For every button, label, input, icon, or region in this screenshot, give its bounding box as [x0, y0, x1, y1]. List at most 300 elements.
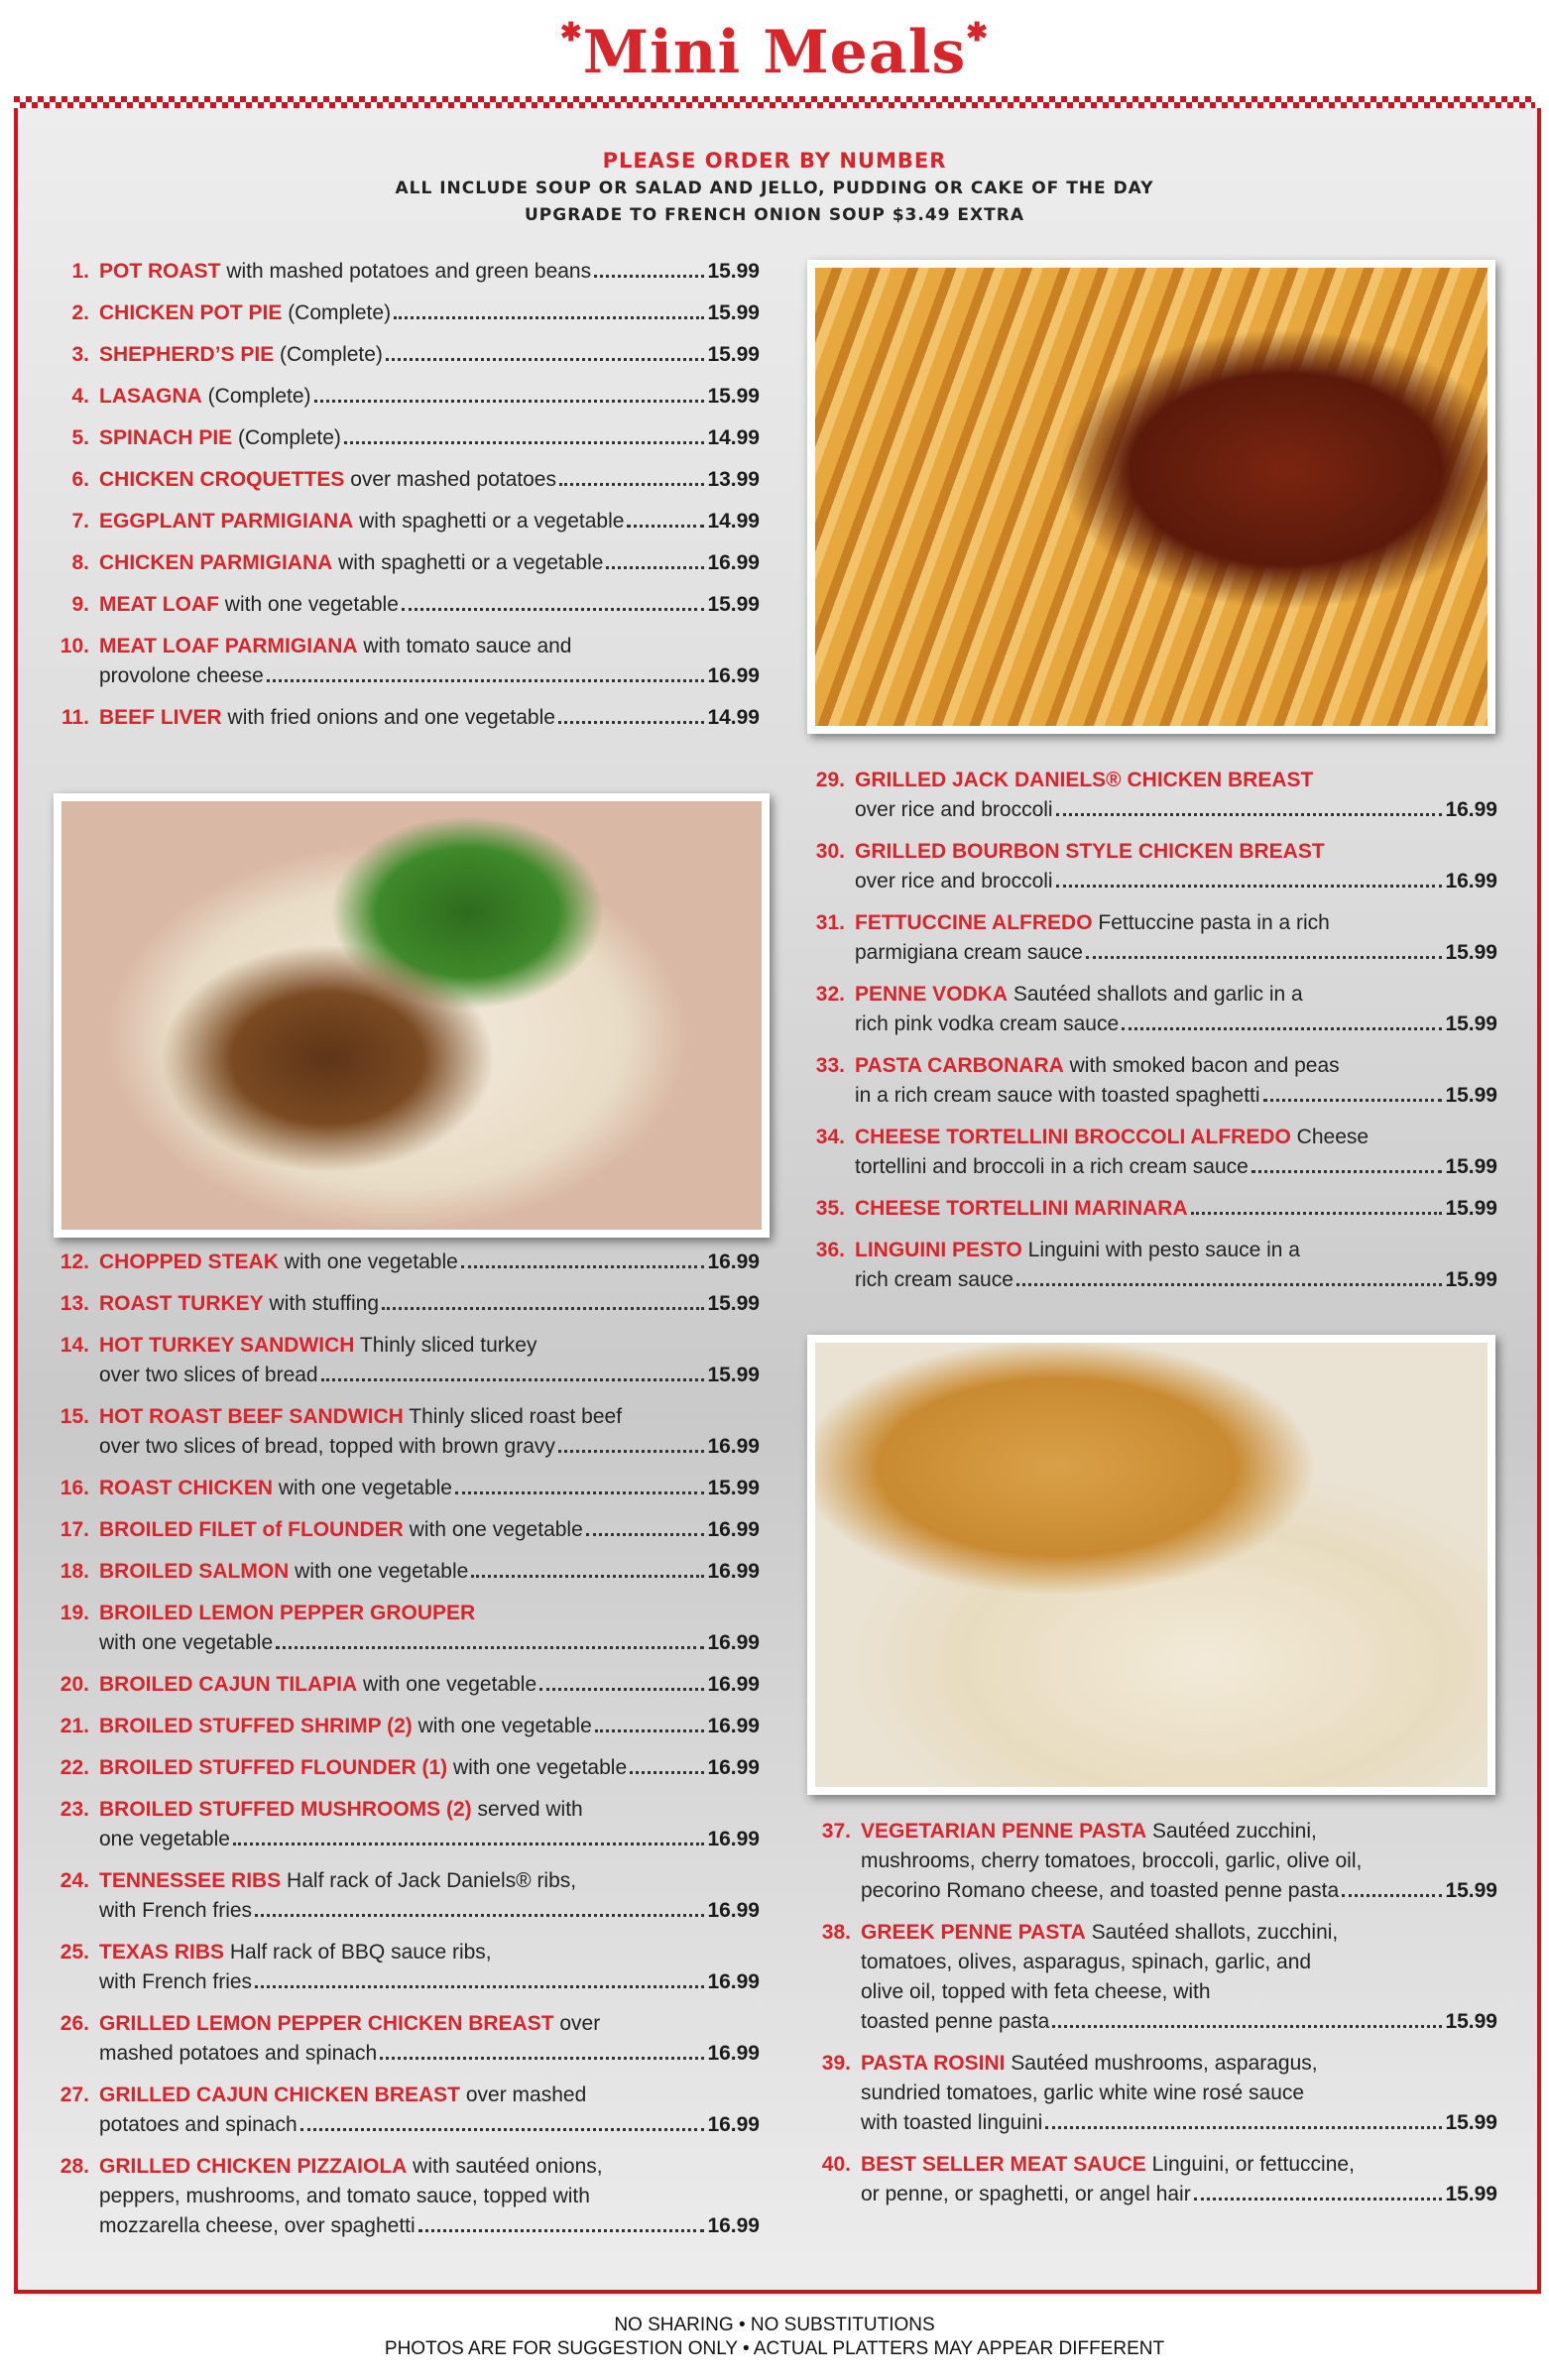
item-line	[855, 908, 1497, 938]
item-text	[99, 1334, 536, 1357]
dot-leader	[558, 1450, 705, 1453]
item-description: toasted penne pasta	[861, 2010, 1050, 2033]
item-description: Fettuccine pasta in a rich	[1092, 911, 1330, 934]
item-text	[99, 1869, 576, 1892]
menu-title	[0, 18, 1549, 87]
includes-note: ALL INCLUDE SOUP OR SALAD AND JELLO, PUDDING OR CAKE OF THE DAY	[395, 178, 1154, 198]
item-text	[855, 867, 1053, 896]
ribs-photo	[807, 260, 1495, 734]
item-text	[861, 2180, 1191, 2209]
item-description: rich cream sauce	[855, 1268, 1013, 1291]
item-price: 16.99	[707, 1518, 760, 1541]
potpie-photo	[807, 1335, 1495, 1795]
item-text	[855, 1126, 1369, 1148]
item-text	[99, 2012, 600, 2035]
menu-item	[50, 1515, 760, 1545]
item-name: LINGUINI PESTO	[855, 1239, 1022, 1261]
item-description: with one vegetable	[278, 1250, 458, 1273]
price-line	[99, 507, 760, 536]
price-line	[99, 1515, 760, 1545]
item-text	[99, 340, 383, 370]
item-number: 15.	[60, 1405, 89, 1428]
menu-item	[50, 1938, 760, 1997]
price-line	[855, 1265, 1497, 1295]
dot-leader	[418, 2229, 705, 2232]
item-text	[99, 1628, 273, 1658]
menu-item	[50, 1866, 760, 1926]
menu-column-left-top	[50, 257, 760, 745]
item-line	[99, 2152, 760, 2182]
item-number: 17.	[60, 1518, 89, 1541]
item-text	[99, 2185, 590, 2207]
item-description: one vegetable	[99, 1828, 230, 1850]
item-name: HOT ROAST BEEF SANDWICH	[99, 1405, 404, 1428]
item-description: with sautéed onions,	[407, 2155, 603, 2178]
dot-leader	[233, 1843, 704, 1845]
item-name: BROILED SALMON	[99, 1560, 290, 1583]
item-line	[861, 2150, 1497, 2180]
item-line	[855, 837, 1497, 867]
menu-item	[50, 2081, 760, 2140]
item-line	[99, 2182, 760, 2211]
item-price: 16.99	[707, 1970, 760, 1993]
item-line	[861, 1977, 1497, 2007]
item-name: LASAGNA	[99, 385, 202, 408]
item-text	[99, 661, 264, 691]
footer-photos-note: PHOTOS ARE FOR SUGGESTION ONLY • ACTUAL PLATTERS MAY APPEAR DIFFERENT	[384, 2338, 1165, 2359]
item-text	[99, 423, 341, 453]
dot-leader	[595, 1729, 705, 1732]
price-line	[99, 2039, 760, 2069]
item-description: Cheese	[1290, 1126, 1370, 1148]
item-price: 15.99	[707, 301, 760, 324]
item-description: peppers, mushrooms, and tomato sauce, topped with	[99, 2185, 590, 2207]
item-number: 16.	[60, 1477, 89, 1499]
item-description: over mashed	[460, 2083, 587, 2106]
item-text	[855, 1194, 1188, 1224]
item-description: Sautéed zucchini,	[1146, 1820, 1317, 1843]
item-description: with stuffing	[263, 1292, 380, 1315]
dot-leader	[386, 358, 705, 361]
item-price: 15.99	[707, 385, 760, 408]
item-text	[861, 1921, 1338, 1944]
dot-leader	[594, 275, 704, 278]
item-price: 16.99	[707, 1828, 760, 1850]
item-text	[855, 795, 1053, 825]
item-line	[99, 1866, 760, 1896]
item-text	[99, 2155, 603, 2178]
item-description: with fried onions and one vegetable	[221, 706, 555, 729]
price-line	[99, 2110, 760, 2140]
item-description: Linguini with pesto sauce in a	[1021, 1239, 1300, 1261]
item-price: 15.99	[1445, 1879, 1497, 1902]
price-line	[99, 1361, 760, 1390]
item-description: over rice and broccoli	[855, 798, 1053, 821]
price-line	[861, 1876, 1497, 1906]
dot-leader	[539, 1688, 704, 1691]
item-price: 13.99	[707, 468, 760, 491]
item-name: BROILED LEMON PEPPER GROUPER	[99, 1602, 476, 1624]
price-line	[99, 1289, 760, 1319]
dot-leader	[344, 441, 705, 444]
menu-item	[805, 1194, 1497, 1224]
item-text	[99, 2110, 298, 2140]
item-name: SPINACH PIE	[99, 426, 233, 449]
item-description: Half rack of BBQ sauce ribs,	[224, 1941, 492, 1964]
item-description: (Complete)	[232, 426, 341, 449]
menu-item	[50, 465, 760, 495]
item-text	[99, 1557, 468, 1587]
item-price: 16.99	[707, 1715, 760, 1737]
item-text	[99, 1896, 252, 1926]
price-line	[861, 2108, 1497, 2138]
menu-item	[50, 257, 760, 287]
item-number: 1.	[71, 260, 89, 283]
item-number: 21.	[60, 1715, 89, 1737]
item-number: 34.	[815, 1126, 845, 1148]
menu-item	[811, 1918, 1497, 2037]
item-name: CHICKEN PARMIGIANA	[99, 551, 333, 574]
item-number: 38.	[821, 1921, 851, 1944]
item-text	[99, 548, 603, 578]
dot-leader	[1052, 2025, 1442, 2028]
item-text	[99, 507, 624, 536]
menu-column-right-top	[805, 766, 1497, 1307]
item-description: served with	[471, 1798, 583, 1821]
star-icon: ✱	[966, 18, 990, 48]
item-description: with spaghetti or a vegetable	[353, 510, 625, 533]
menu-item	[50, 382, 760, 412]
item-text	[861, 1951, 1311, 1973]
item-description: over	[553, 2012, 601, 2035]
item-description: with smoked bacon and peas	[1063, 1054, 1340, 1077]
item-price: 16.99	[707, 2214, 760, 2237]
price-line	[861, 2007, 1497, 2037]
item-description: provolone cheese	[99, 664, 264, 687]
item-description: (Complete)	[282, 301, 392, 324]
order-by-number-note: PLEASE ORDER BY NUMBER	[602, 149, 947, 173]
price-line	[99, 590, 760, 620]
item-name: ROAST CHICKEN	[99, 1477, 274, 1499]
dot-leader	[314, 400, 705, 403]
menu-item	[50, 2152, 760, 2241]
item-description: with one vegetable	[412, 1715, 592, 1737]
item-text	[861, 2108, 1042, 2138]
item-line	[855, 766, 1497, 795]
item-price: 15.99	[707, 1292, 760, 1315]
item-description: over rice and broccoli	[855, 870, 1053, 892]
item-description: Sautéed mushrooms, asparagus,	[1005, 2052, 1318, 2075]
item-line	[855, 1123, 1497, 1152]
price-line	[99, 1967, 760, 1997]
item-text	[861, 2007, 1049, 2037]
upgrade-note: UPGRADE TO FRENCH ONION SOUP $3.49 EXTRA	[525, 205, 1024, 225]
item-description: sundried tomatoes, garlic white wine rosé sauce	[861, 2082, 1305, 2104]
item-name: GRILLED BOURBON STYLE CHICKEN BREAST	[855, 840, 1325, 863]
item-number: 39.	[821, 2052, 851, 2075]
menu-column-left-bottom	[50, 1248, 760, 2253]
item-name: ROAST TURKEY	[99, 1292, 264, 1315]
item-number: 40.	[821, 2153, 851, 2176]
item-number: 36.	[815, 1239, 845, 1261]
item-name: GRILLED CHICKEN PIZZAIOLA	[99, 2155, 408, 2178]
menu-item	[50, 632, 760, 691]
dot-leader	[1194, 2198, 1443, 2201]
item-description: rich pink vodka cream sauce	[855, 1012, 1120, 1035]
price-line	[99, 548, 760, 578]
dot-leader	[630, 1771, 704, 1774]
item-text	[99, 257, 591, 287]
item-price: 16.99	[1445, 870, 1497, 892]
item-number: 30.	[815, 840, 845, 863]
dot-leader	[1191, 1212, 1443, 1215]
menu-item	[50, 1402, 760, 1462]
dot-leader	[255, 1985, 704, 1988]
menu-item	[50, 298, 760, 328]
item-text	[99, 1289, 379, 1319]
item-number: 5.	[71, 426, 89, 449]
menu-column-right-bottom	[811, 1817, 1497, 2221]
item-price: 16.99	[707, 1673, 760, 1696]
price-line	[99, 661, 760, 691]
dot-leader	[471, 1575, 704, 1578]
item-price: 15.99	[1445, 1012, 1497, 1035]
checker-border	[14, 96, 1535, 108]
dot-leader	[559, 483, 704, 486]
menu-item	[50, 340, 760, 370]
item-name: BROILED STUFFED MUSHROOMS (2)	[99, 1798, 472, 1821]
price-line	[855, 795, 1497, 825]
item-description: with one vegetable	[289, 1560, 469, 1583]
item-name: GRILLED JACK DANIELS® CHICKEN BREAST	[855, 769, 1314, 791]
item-price: 15.99	[707, 593, 760, 616]
menu-item	[50, 1795, 760, 1854]
menu-item	[50, 2009, 760, 2069]
item-description: Thinly sliced turkey	[354, 1334, 537, 1357]
item-number: 20.	[60, 1673, 89, 1696]
menu-item	[50, 507, 760, 536]
item-name: GREEK PENNE PASTA	[861, 1921, 1086, 1944]
item-price: 16.99	[707, 2042, 760, 2065]
menu-item	[805, 837, 1497, 896]
item-price: 15.99	[707, 1364, 760, 1386]
item-description: Sautéed shallots and garlic in a	[1008, 983, 1303, 1006]
item-number: 18.	[60, 1560, 89, 1583]
item-price: 15.99	[707, 1477, 760, 1499]
dot-leader	[402, 608, 705, 611]
item-description: with mashed potatoes and green beans	[220, 260, 592, 283]
item-number: 12.	[60, 1250, 89, 1273]
item-price: 15.99	[1445, 941, 1497, 964]
price-line	[99, 1753, 760, 1783]
item-price: 15.99	[1445, 2111, 1497, 2134]
item-number: 26.	[60, 2012, 89, 2035]
item-name: MEAT LOAF	[99, 593, 219, 616]
item-name: VEGETARIAN PENNE PASTA	[861, 1820, 1147, 1843]
item-description: with one vegetable	[447, 1756, 628, 1779]
item-line	[99, 1795, 760, 1825]
price-line	[855, 867, 1497, 896]
price-line	[855, 1152, 1497, 1182]
item-price: 16.99	[707, 1631, 760, 1654]
item-text	[99, 1515, 583, 1545]
item-line	[99, 2009, 760, 2039]
price-line	[99, 1248, 760, 1277]
dot-leader	[300, 2128, 705, 2131]
item-line	[99, 1331, 760, 1361]
item-number: 13.	[60, 1292, 89, 1315]
menu-item	[50, 1670, 760, 1700]
item-name: TENNESSEE RIBS	[99, 1869, 282, 1892]
item-price: 15.99	[1445, 1197, 1497, 1220]
item-number: 23.	[60, 1798, 89, 1821]
item-description: mashed potatoes and spinach	[99, 2042, 378, 2065]
item-line	[861, 1846, 1497, 1876]
menu-item	[50, 1712, 760, 1741]
item-text	[99, 465, 556, 495]
dot-leader	[1056, 813, 1443, 816]
item-name: MEAT LOAF PARMIGIANA	[99, 635, 358, 657]
price-line	[99, 1670, 760, 1700]
price-line	[855, 1194, 1497, 1224]
item-number: 6.	[71, 468, 89, 491]
item-number: 4.	[71, 385, 89, 408]
menu-item	[811, 2150, 1497, 2209]
menu-item	[805, 980, 1497, 1039]
item-text	[861, 2153, 1355, 2176]
item-line	[855, 980, 1497, 1010]
item-description: with spaghetti or a vegetable	[332, 551, 604, 574]
menu-item	[50, 1331, 760, 1390]
item-description: (Complete)	[274, 343, 383, 366]
menu-item	[50, 1557, 760, 1587]
item-description: with one vegetable	[218, 593, 399, 616]
item-description: with French fries	[99, 1899, 253, 1922]
menu-item	[50, 1248, 760, 1277]
item-number: 2.	[71, 301, 89, 324]
item-text	[855, 983, 1303, 1006]
steak-photo	[54, 793, 770, 1238]
item-name: GRILLED LEMON PEPPER CHICKEN BREAST	[99, 2012, 554, 2035]
item-description: (Complete)	[201, 385, 311, 408]
item-text	[99, 1405, 622, 1428]
menu-item	[50, 1753, 760, 1783]
item-text	[855, 911, 1330, 934]
item-description: with tomato sauce and	[357, 635, 572, 657]
item-text	[99, 703, 555, 733]
item-description: Linguini, or fettuccine,	[1145, 2153, 1355, 2176]
item-name: POT ROAST	[99, 260, 221, 283]
item-description: pecorino Romano cheese, and toasted penne pasta	[861, 1879, 1340, 1902]
dot-leader	[267, 679, 705, 682]
item-text	[855, 769, 1313, 791]
item-line	[861, 2049, 1497, 2079]
dot-leader	[394, 316, 704, 319]
item-number: 33.	[815, 1054, 845, 1077]
item-number: 14.	[60, 1334, 89, 1357]
item-number: 19.	[60, 1602, 89, 1624]
item-text	[855, 1265, 1013, 1295]
item-number: 24.	[60, 1869, 89, 1892]
item-number: 7.	[71, 510, 89, 533]
item-price: 15.99	[1445, 1268, 1497, 1291]
menu-item	[50, 1289, 760, 1319]
footer-no-sharing: NO SHARING • NO SUBSTITUTIONS	[614, 2315, 935, 2335]
price-line	[99, 423, 760, 453]
item-description: over two slices of bread, topped with brown gravy	[99, 1435, 555, 1458]
item-text	[99, 1712, 592, 1741]
item-description: mozzarella cheese, over spaghetti	[99, 2214, 416, 2237]
price-line	[855, 938, 1497, 968]
item-line	[855, 1051, 1497, 1081]
item-number: 3.	[71, 343, 89, 366]
item-description: olive oil, topped with feta cheese, with	[861, 1980, 1211, 2003]
item-price: 16.99	[1445, 798, 1497, 821]
item-price: 14.99	[707, 426, 760, 449]
item-description: Thinly sliced roast beef	[403, 1405, 623, 1428]
item-text	[855, 1010, 1119, 1039]
item-description: with one vegetable	[273, 1477, 452, 1499]
item-number: 28.	[60, 2155, 89, 2178]
item-name: CHEESE TORTELLINI BROCCOLI ALFREDO	[855, 1126, 1291, 1148]
item-line	[861, 2079, 1497, 2108]
item-price: 15.99	[1445, 1155, 1497, 1178]
dot-leader	[627, 525, 704, 528]
item-text	[99, 1602, 475, 1624]
price-line	[855, 1081, 1497, 1111]
item-name: FETTUCCINE ALFREDO	[855, 911, 1093, 934]
item-description: Half rack of Jack Daniels® ribs,	[281, 1869, 577, 1892]
item-text	[99, 2039, 377, 2069]
item-description: or penne, or spaghetti, or angel hair	[861, 2183, 1191, 2205]
item-line	[855, 1236, 1497, 1265]
item-name: PASTA CARBONARA	[855, 1054, 1064, 1077]
item-name: EGGPLANT PARMIGIANA	[99, 510, 354, 533]
item-price: 14.99	[707, 510, 760, 533]
item-number: 32.	[815, 983, 845, 1006]
item-number: 29.	[815, 769, 845, 791]
item-text	[99, 2211, 416, 2241]
item-text	[861, 1820, 1317, 1843]
item-price: 16.99	[707, 551, 760, 574]
item-line	[99, 1402, 760, 1432]
item-name: HOT TURKEY SANDWICH	[99, 1334, 355, 1357]
price-line	[99, 298, 760, 328]
item-text	[855, 1054, 1340, 1077]
item-description: over mashed potatoes	[344, 468, 556, 491]
item-text	[855, 938, 1083, 968]
menu-item	[50, 703, 760, 733]
dot-leader	[276, 1646, 704, 1649]
menu-item	[805, 766, 1497, 825]
item-text	[99, 1941, 492, 1964]
item-line	[99, 632, 760, 661]
item-text	[99, 1474, 452, 1503]
item-price: 16.99	[707, 1560, 760, 1583]
item-line	[99, 1938, 760, 1967]
dot-leader	[558, 721, 705, 724]
menu-item	[805, 1051, 1497, 1111]
item-price: 15.99	[707, 260, 760, 283]
dot-leader	[255, 1914, 704, 1917]
item-text	[99, 1967, 252, 1997]
item-description: potatoes and spinach	[99, 2113, 298, 2136]
price-line	[99, 1557, 760, 1587]
price-line	[99, 465, 760, 495]
menu-item	[805, 1123, 1497, 1182]
item-name: PENNE VODKA	[855, 983, 1009, 1006]
dot-leader	[1086, 956, 1442, 959]
